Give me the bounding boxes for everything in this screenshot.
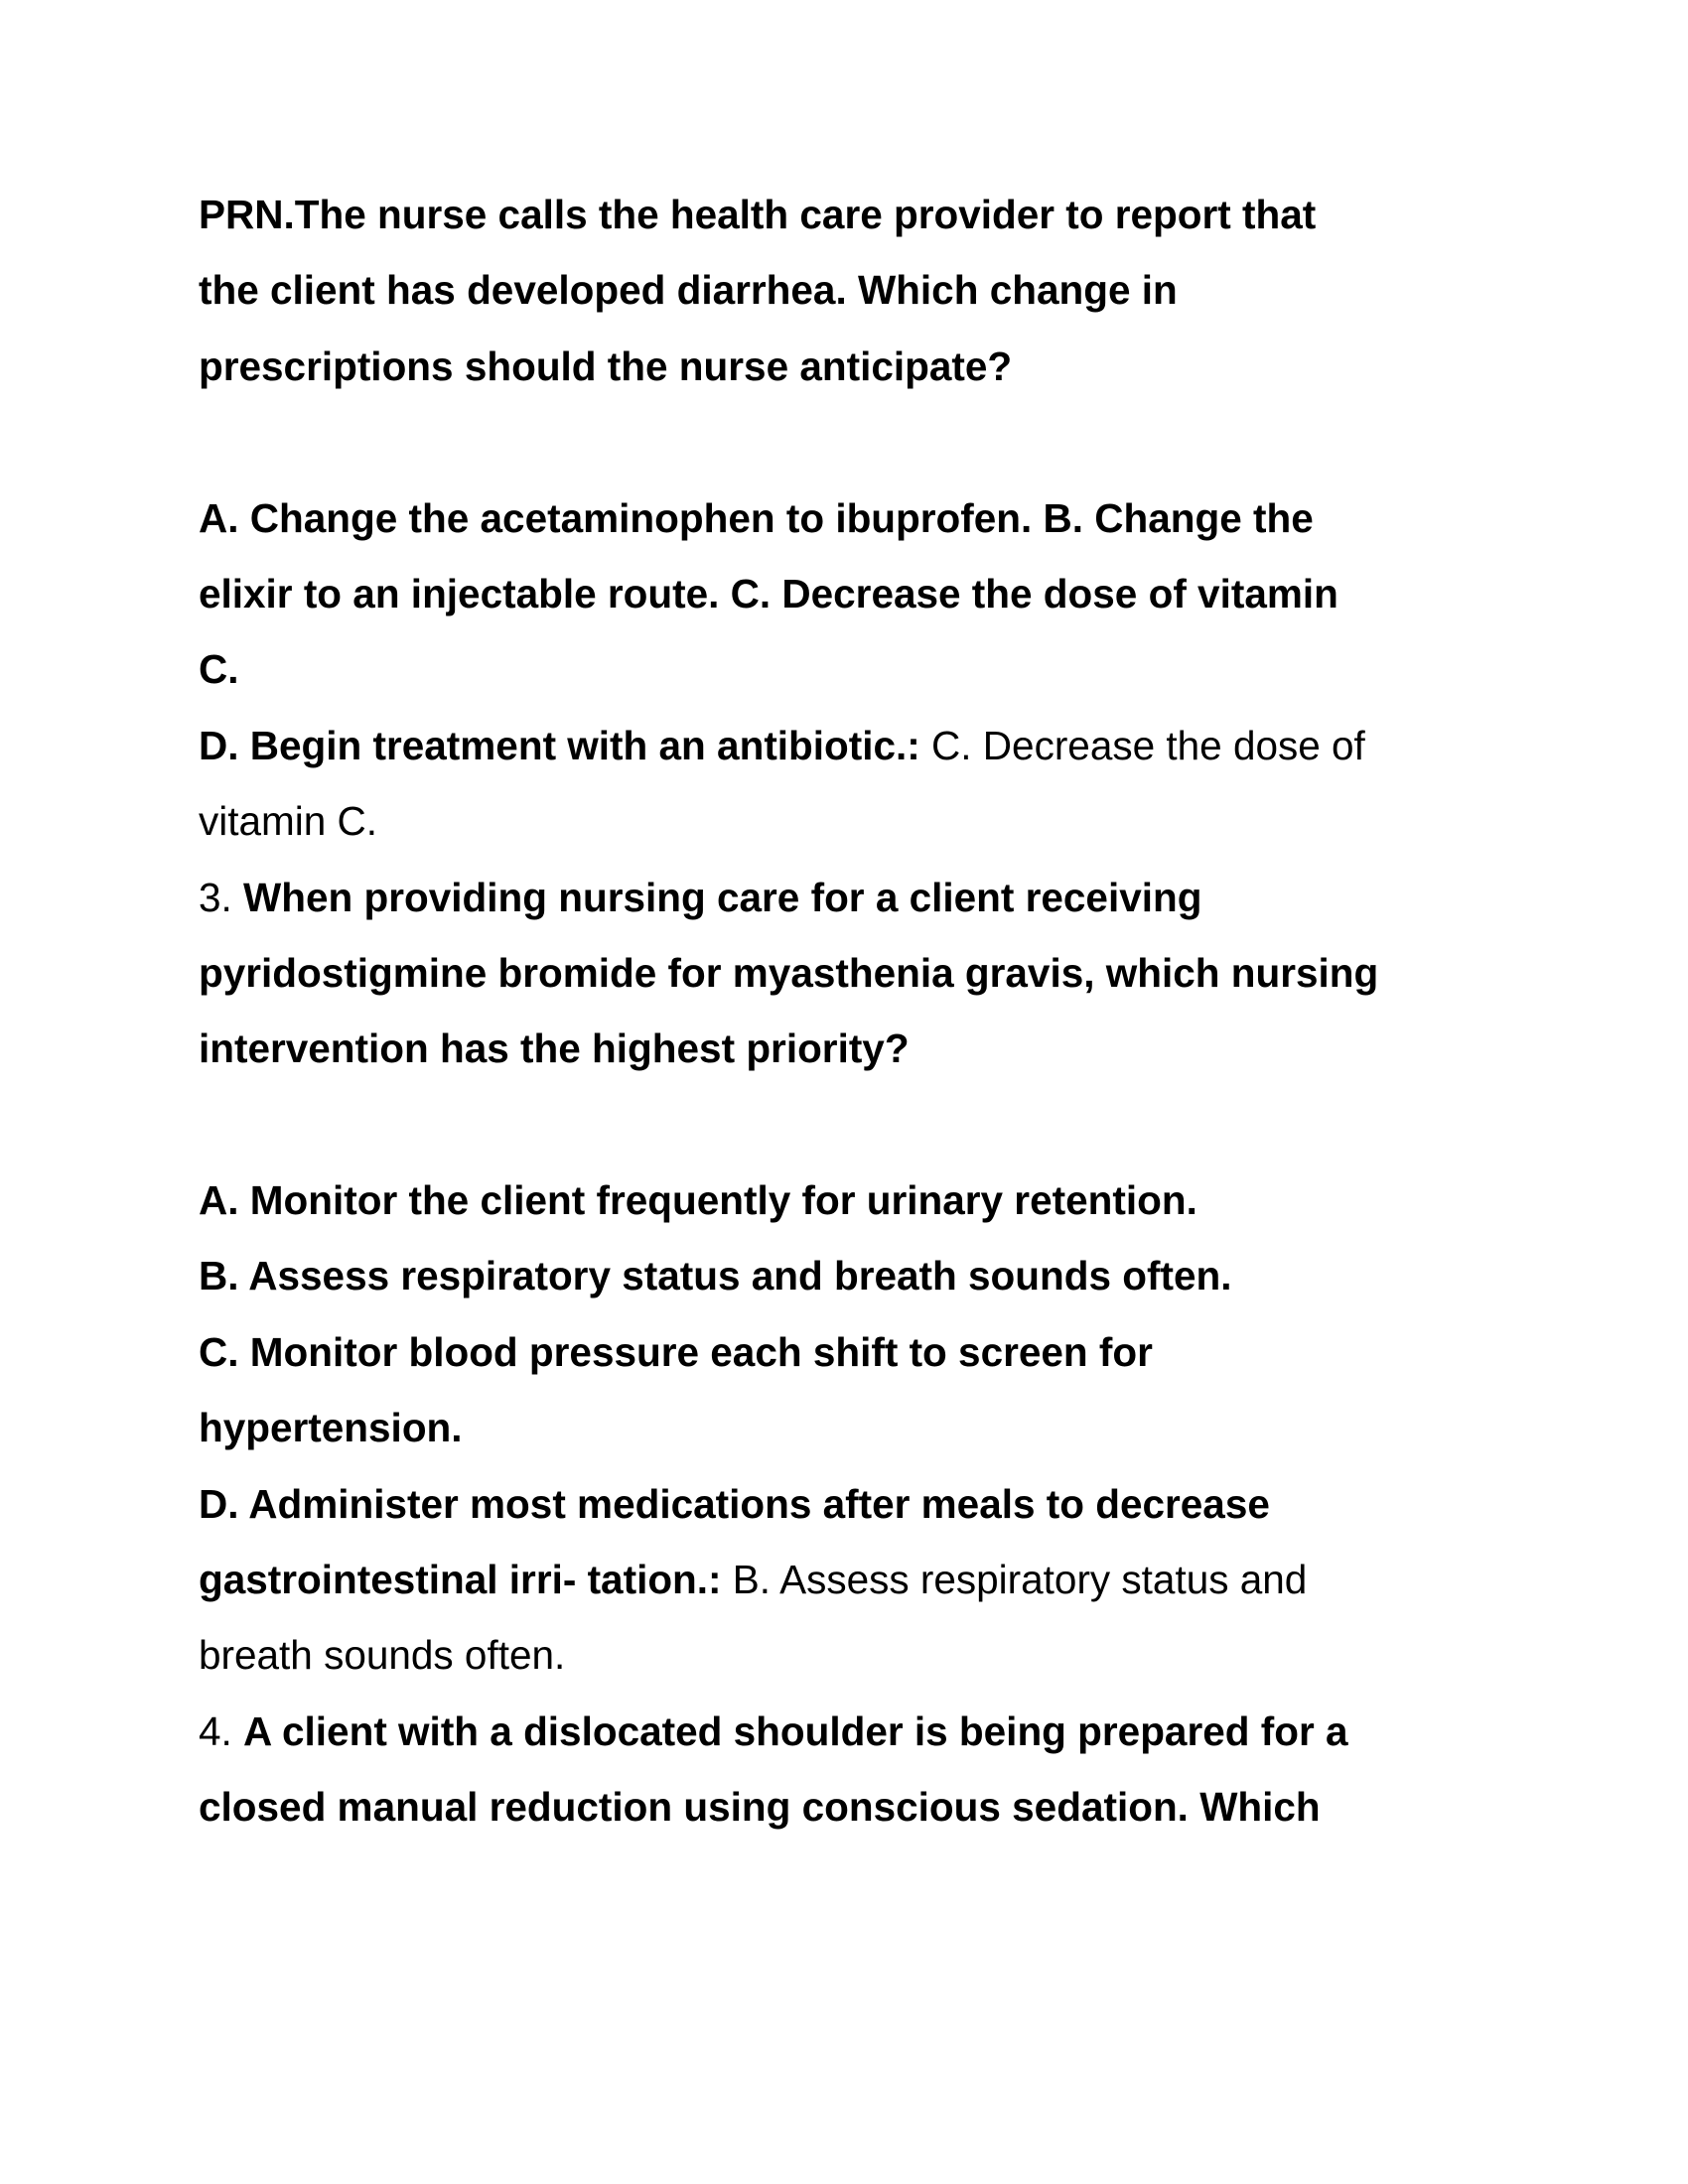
text-line [199,1314,1378,1390]
bold-text: closed manual reduction using conscious sedation. Which [199,1784,1321,1831]
bold-text: pyridostigmine bromide for myasthenia gravis, which nursing [199,949,1379,996]
bold-text: D. Administer most medications after meals to decrease [199,1480,1270,1527]
text-line [199,1390,1378,1465]
regular-text: 3. [199,874,244,920]
text-line [199,556,1378,631]
document-text [199,177,1378,1845]
bold-text: PRN.The nurse calls the health care provider to report that [199,192,1317,237]
bold-text: gastrointestinal irri- tation.: [199,1557,722,1603]
bold-text: A client with a dislocated shoulder is being prepared for a [243,1707,1348,1754]
bold-text: When providing nursing care for a client receiving [243,874,1202,920]
text-line [199,1466,1378,1542]
text-line [199,783,1378,859]
blank-line [199,404,1378,479]
text-line [199,1542,1378,1617]
bold-text: intervention has the highest priority? [199,1025,910,1072]
text-line [199,860,1378,935]
text-line [199,1011,1378,1086]
text-line [199,1769,1378,1844]
text-line [199,177,1378,252]
bold-text: elixir to an injectable route. C. Decrease the dose of vitamin [199,570,1338,616]
bold-text: A. Change the acetaminophen to ibuprofen. B. Change the [199,494,1314,541]
bold-text: prescriptions should the nurse anticipate? [199,342,1013,389]
text-line [199,1238,1378,1313]
bold-text: B. Assess respiratory status and breath sounds often. [199,1253,1232,1299]
text-line [199,1617,1378,1693]
text-line [199,1694,1378,1769]
regular-text: C. Decrease the dose of [919,722,1365,768]
regular-text: B. Assess respiratory status and [721,1557,1308,1603]
regular-text: 4. [199,1707,244,1754]
text-line [199,708,1378,783]
bold-text: A. Monitor the client frequently for urinary retention. [199,1177,1197,1224]
bold-text: D. Begin treatment with an antibiotic.: [199,722,920,768]
text-line [199,935,1378,1011]
regular-text: vitamin C. [199,798,378,845]
bold-text: C. Monitor blood pressure each shift to screen for [199,1328,1153,1375]
bold-text: C. [199,646,239,693]
text-line [199,631,1378,707]
bold-text: the client has developed diarrhea. Which change in [199,267,1178,314]
regular-text: breath sounds often. [199,1632,566,1679]
bold-text: hypertension. [199,1405,463,1451]
text-line [199,1162,1378,1238]
blank-line [199,1087,1378,1162]
text-line [199,480,1378,556]
text-line [199,329,1378,404]
text-line [199,252,1378,328]
